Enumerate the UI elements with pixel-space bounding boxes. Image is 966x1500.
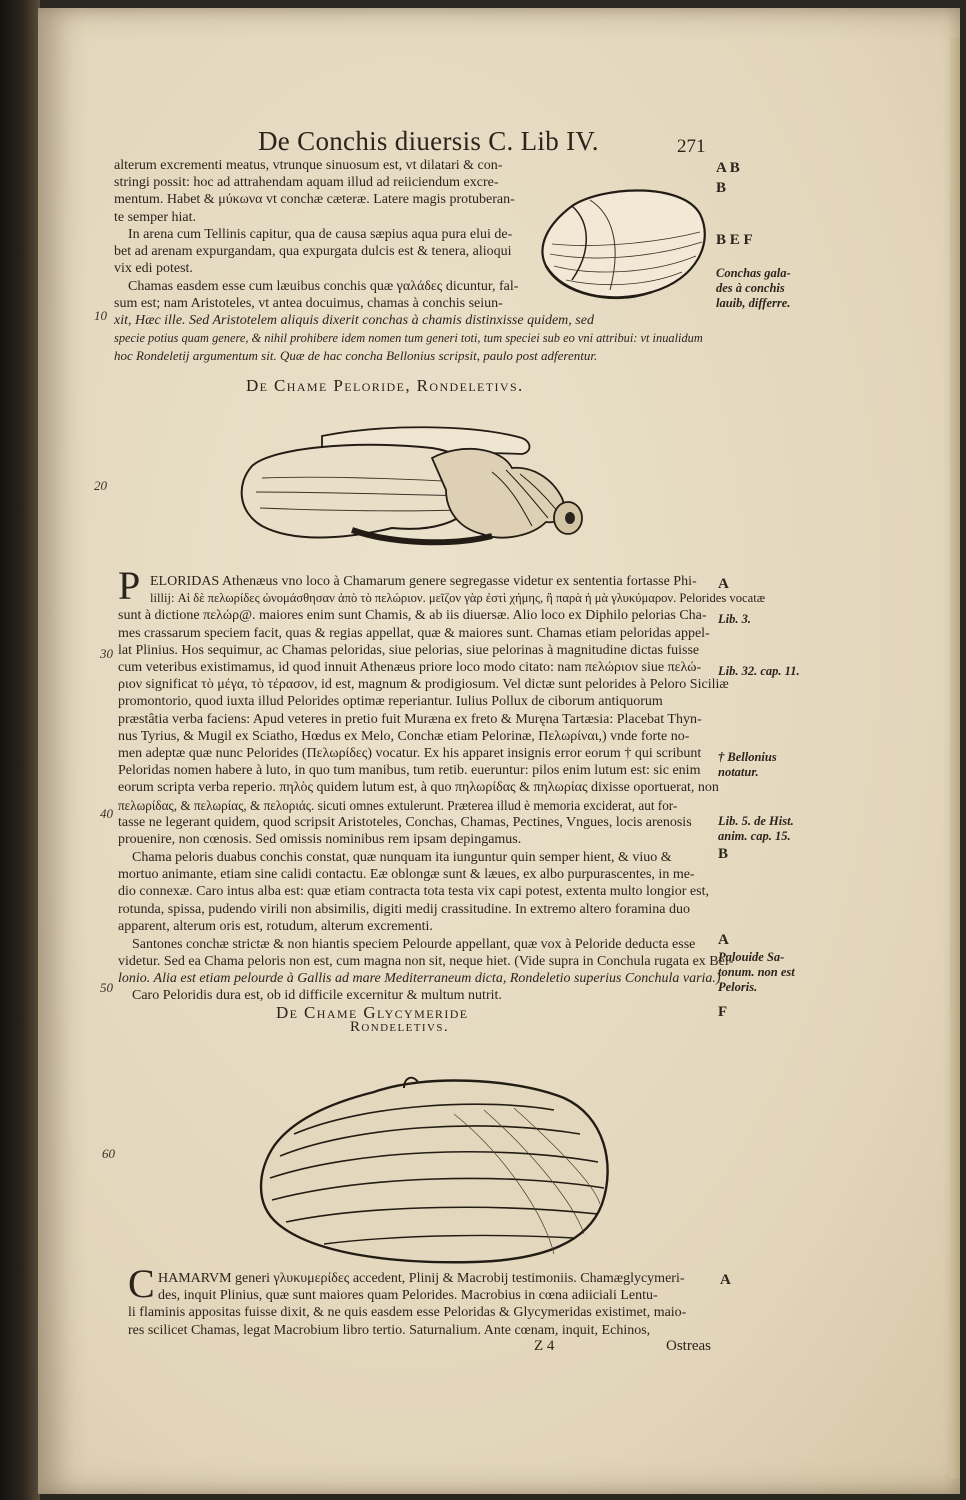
text-line: lat Plinius. Hos sequimur, ac Chamas peloridas, siue pelorias, siue pelorinas à magnitudine dictas fuisse	[118, 642, 700, 658]
text-line: Santones conchæ strictæ & non hiantis speciem Pelourde appellant, quæ vox à Peloride deducta esse	[132, 937, 696, 952]
margin-note-line: lauib, differre.	[716, 296, 791, 310]
glycymeris-shell-illustration	[254, 1074, 616, 1266]
text-line: men adeptæ quæ nunc Pelorides (Πελωρίδες) vocatur. Ex his apparet insignis error eorum † qui scribunt	[118, 746, 702, 762]
margin-note-conchas	[716, 266, 791, 311]
margin-note-lib32: Lib. 32. cap. 11.	[718, 664, 800, 678]
text-line: Chama peloris duabus conchis constat, quæ nunquam ita iunguntur quin semper hient, & viuo &	[132, 850, 672, 865]
margin-letter-a2: A	[718, 932, 729, 948]
line-number: 30	[100, 646, 113, 661]
text-line: hoc Rondeletij argumentum sit. Quæ de hac concha Bellonius scripsit, paulo post adferentur.	[114, 347, 598, 363]
line-number: 60	[102, 1146, 115, 1161]
text-line: eorum scripta verba reperio. πηλὸς quidem lutum est, à quo πηλωρίδας & πηλωρίας dixisse oportuerat, non	[118, 780, 719, 796]
text-line: stringi possit: hoc ad attrahendam aquam illud ad reiiciendum excre-	[114, 175, 499, 191]
page-number: 271	[677, 136, 706, 157]
margin-note-line: tonum. non est	[718, 965, 795, 979]
text-line: In arena cum Tellinis capitur, qua de causa sæpius aqua pura elui de-	[128, 227, 513, 242]
running-head: De Conchis diuersis C. Lib IV.	[258, 126, 599, 156]
text-line: alterum excrementi meatus, vtrunque sinuosum est, vt dilatari & con-	[114, 158, 503, 173]
margin-note-lib3: Lib. 3.	[718, 612, 751, 626]
margin-note-line: Peloris.	[718, 980, 758, 994]
text-line: dio connexæ. Caro intus alba est: quæ etiam contracta tota testa vix capi potest, extenta multo longior est,	[118, 884, 709, 900]
text-line: præstâtia verba faciens: Apud veteres in pretio fuit Muræna ex freto & Muręna Tartæsia: Placebat Thyn-	[118, 711, 702, 727]
text-line: apparent, alterum oris est, rotudum, alterum excrementi.	[118, 918, 433, 934]
margin-note-line: † Bellonius	[718, 750, 777, 764]
text-line: ριον significat τὸ μέγα, τὸ τέρασον, id est, magnum & prodigiosum. Vel dictæ sunt pelorides à Peloro Siciliæ	[118, 677, 729, 693]
paragraph-description	[118, 849, 709, 935]
page-edge	[950, 38, 960, 1478]
text-line: Peloridas nomen habere à luto, in quo tum manibus, tum retib. eueruntur: pilos enim lutum est: sic enim	[118, 763, 701, 779]
text-line: mortuo animante, etiam sine calidi contactu. Eæ oblongæ sunt & læues, ex albo purpurascentes, in me-	[118, 867, 695, 883]
book-binding	[0, 0, 40, 1500]
clam-shell-illustration	[532, 184, 712, 314]
text-line: des, inquit Plinius, quæ sunt maiores quam Pelorides. Macrobius in cœna adiiciali Lentu-	[158, 1288, 658, 1304]
margin-note-line: des à conchis	[716, 281, 785, 295]
section-heading-glycymeride-author: Rondeletivs.	[350, 1019, 449, 1035]
text-line: vix edi potest.	[114, 261, 193, 277]
paragraph-pelorides	[118, 573, 766, 848]
text-line: prouenire, non cœnosis. Sed omissis nominibus rem ipsam depingamus.	[118, 832, 522, 848]
margin-note-palouide	[718, 950, 795, 995]
paragraph-2	[114, 226, 513, 278]
margin-letter-ab: A B	[716, 160, 740, 176]
text-line: cum veteribus existimamus, id quod innuit Athenæus priore loco modo citato: nam πελώριον siue πελώ-	[118, 660, 702, 676]
text-line: Caro Peloridis dura est, ob id difficile excernitur & multum nutrit.	[132, 988, 502, 1003]
paragraph-chamarum	[128, 1270, 687, 1339]
text-line: HAMARVM generi γλυκυμερίδες accedent, Plinij & Macrobij testimoniis. Chamæglycymeri-	[158, 1271, 685, 1286]
text-line: πελωρίδας, & πελωρίας, & πελοριάς. sicuti omnes extulerunt. Præterea illud è memoria exciderat, aut for-	[118, 797, 678, 813]
margin-note-bellonius	[718, 750, 777, 780]
drop-cap-c: C	[128, 1261, 155, 1306]
line-number: 40	[100, 806, 113, 821]
text-line: nus Tyrius, & Mugil ex Sciatho, Hœdus ex Melo, Conchæ etiam Pelorinæ, Πελωρίναι,) vnde forte no-	[118, 728, 690, 744]
text-line: li flaminis appositas fuisse dixit, & ne quis easdem esse Peloridas & Glycymeridas existimet, maio-	[128, 1305, 687, 1321]
margin-letter-b2: B	[718, 846, 729, 862]
margin-letter-b: B	[716, 180, 727, 196]
chama-peloris-illustration	[232, 418, 602, 558]
text-line: mentum. Habet & μύκωνα vt conchæ cæteræ. Latere magis protuberan-	[114, 192, 515, 208]
caro-line	[132, 987, 502, 1004]
margin-note-line: anim. cap. 15.	[718, 829, 791, 843]
text-line: ELORIDAS Athenæus vno loco à Chamarum genere segregasse videtur ex sententia fortasse Phi-	[150, 574, 697, 589]
margin-letter-a3: A	[720, 1272, 731, 1288]
paragraph-1	[114, 157, 515, 226]
text-line: sum est; nam Aristoteles, vt antea docuimus, chamas à conchis seiun-	[114, 296, 503, 312]
text-line: sunt à dictione πελώρ@. maiores enim sunt Chamis, & ab iis diuersæ. Alio loco ex Diphilo pelorias Cha-	[118, 608, 707, 624]
catchword: Ostreas	[666, 1338, 711, 1354]
text-line: rotunda, spissa, pudendo virili non absimilis, digiti medij crassitudine. In extremo altero foramina duo	[118, 901, 690, 917]
signature-mark: Z 4	[534, 1338, 555, 1354]
line-number: 20	[94, 478, 107, 493]
text-line: tasse ne legerant quidem, quod scripsit Aristoteles, Conchas, Chamas, Pectines, Vngues, locis arenosis	[118, 814, 692, 830]
margin-letter-f: F	[718, 1004, 728, 1020]
margin-letter-bef: B E F	[716, 232, 753, 248]
text-line: specie potius quam genere, & nihil prohibere idem nomen tum generi toti, tum speciei sub eo vni attribui: vt inualidum	[114, 330, 703, 345]
section-heading-peloride: De Chame Peloride, Rondeletivs.	[246, 376, 524, 395]
text-line: xit, Hæc ille. Sed Aristotelem aliquis dixerit conchas à chamis distinxisse quidem, sed	[114, 313, 594, 329]
margin-note-line: Lib. 5. de Hist.	[718, 814, 794, 828]
margin-note-line: Palouide Sa-	[718, 950, 785, 964]
text-line: te semper hiat.	[114, 209, 197, 225]
text-line: mes crassarum speciem facit, quas & regias appellat, quæ & maiores sunt. Chamas etiam peloridas appel-	[118, 625, 710, 641]
text-line: bet ad arenam expurgandam, qua expurgata dulcis est & tenera, alioqui	[114, 244, 512, 260]
text-line: lillij: Αἱ δὲ πελωρίδες ὠνομάσθησαν ἀπὸ τὸ πελώριον. μεῖζον γὰρ ἐστὶ χήμης, ἢ παρὰ ἡ μὰ γλυκύμαρον. Pelorides vocatæ	[150, 591, 766, 606]
margin-note-lib5	[718, 814, 794, 844]
line-number: 50	[100, 980, 113, 995]
text-line: res scilicet Chamas, legat Macrobium libro tertio. Saturnalium. Ante cœnam, inquit, Echinos,	[128, 1322, 651, 1338]
paragraph-santones	[118, 936, 734, 988]
text-line: lonio. Alia est etiam pelourde à Gallis ad mare Mediterraneum dicta, Rondeletio superius Conchula varia.)	[118, 971, 721, 987]
margin-note-line: notatur.	[718, 765, 759, 779]
margin-letter-a: A	[718, 576, 729, 592]
line-number: 10	[94, 308, 107, 323]
margin-note-line: Conchas gala-	[716, 266, 791, 280]
drop-cap-p: P	[118, 563, 141, 608]
text-line: promontorio, quod iuxta illud Pelorides optimæ reperiantur. Iulius Pollux de ciborum antiquorum	[118, 694, 663, 710]
text-line: Chamas easdem esse cum læuibus conchis quæ γαλάδες dicuntur, fal-	[128, 279, 519, 294]
text-line: videtur. Sed ea Chama peloris non est, cum magna non sit, neque hiet. (Vide supra in Conchula rugata ex Bel-	[118, 954, 734, 970]
section-heading-glycymeride: De Chame Glycymeride	[276, 1003, 469, 1022]
